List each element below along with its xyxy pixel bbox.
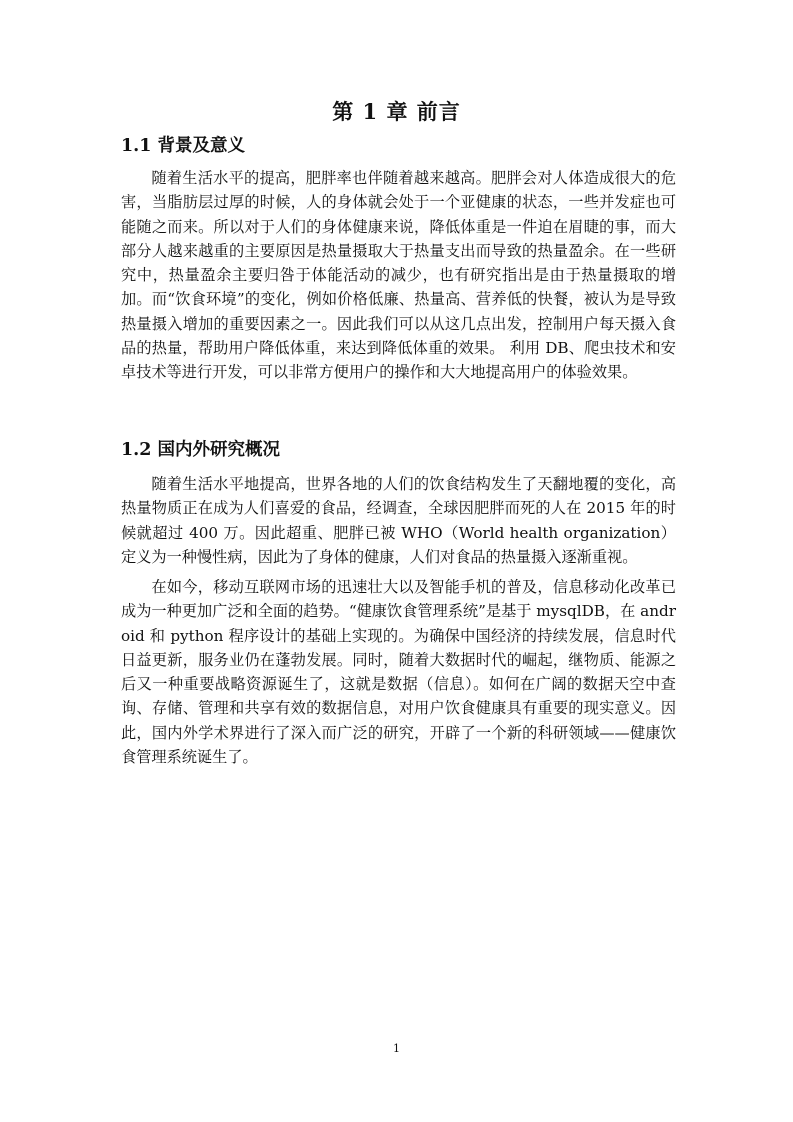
paragraph-research-overview-1: 随着生活水平地提高，世界各地的人们的饮食结构发生了天翻地覆的变化，高热量物质正在成为人们喜爱的食品，经调查，全球因肥胖而死的人在 2015 年的时候就超过 400 万。因此超重、肥胖已被 WHO（World health organization）定义为一种慢性病，因此为了身体的健康，人们对食品的热量摄入逐渐重视。	[121, 475, 676, 566]
paragraph-research-overview-2: 在如今，移动互联网市场的迅速壮大以及智能手机的普及，信息移动化改革已成为一种更加广泛和全面的趋势。“健康饮食管理系统”是基于 mysqlDB，在 android 和 python 程序设计的基础上实现的。为确保中国经济的持续发展，信息时代日益更新，服务业仍在蓬勃发展。同时，随着大数据时代的崛起，继物质、能源之后又一种重要战略资源诞生了，这就是数据（信息）。如何在广阔的数据天空中查询、存储、管理和共享有效的数据信息，对用户饮食健康具有重要的现实意义。因此，国内外学术界进行了深入而广泛的研究，开辟了一个新的科研领域——健康饮食管理系统诞生了。	[121, 578, 676, 767]
chapter-title: 第 1 章 前言	[332, 99, 461, 124]
section-heading-research-overview: 1.2 国内外研究概况	[121, 440, 281, 460]
page-number: 1	[393, 1042, 400, 1055]
paragraph-background: 随着生活水平的提高，肥胖率也伴随着越来越高。肥胖会对人体造成很大的危害，当脂肪层过厚的时候，人的身体就会处于一个亚健康的状态，一些并发症也可能随之而来。所以对于人们的身体健康来说，降低体重是一件迫在眉睫的事，而大部分人越来越重的主要原因是热量摄取大于热量支出而导致的热量盈余。在一些研究中，热量盈余主要归咎于体能活动的减少，也有研究指出是由于热量摄取的增加。而“饮食环境”的变化，例如价格低廉、热量高、营养低的快餐，被认为是导致热量摄入增加的重要因素之一。因此我们可以从这几点出发，控制用户每天摄入食品的热量，帮助用户降低体重，来达到降低体重的效果。 利用 DB、爬虫技术和安卓技术等进行开发，可以非常方便用户的操作和大大地提高用户的体验效果。	[121, 169, 676, 382]
section-heading-background: 1.1 背景及意义	[121, 136, 246, 156]
